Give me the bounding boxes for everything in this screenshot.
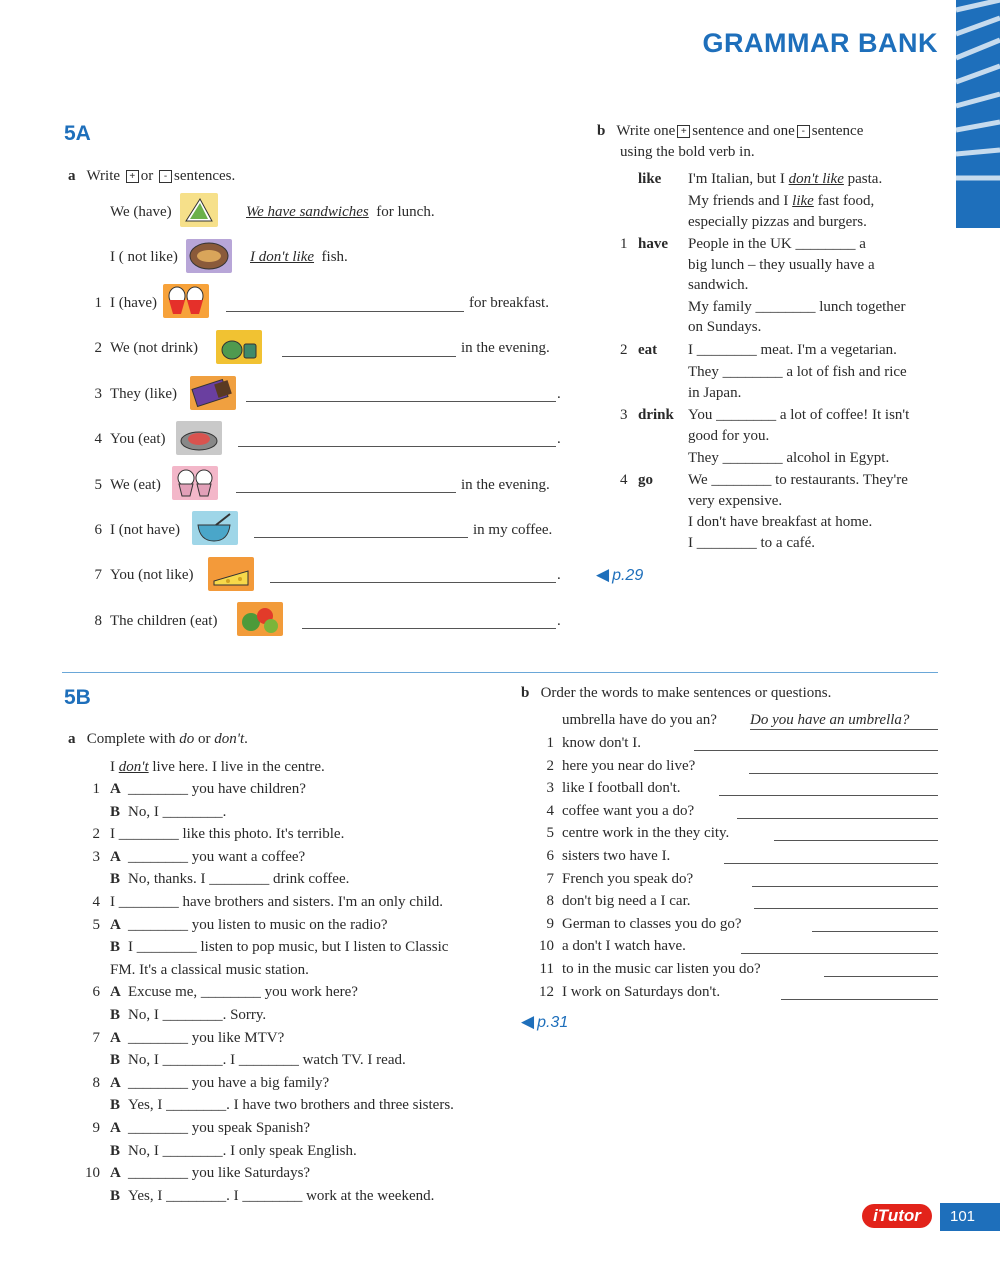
dialog-line[interactable]: ________ you listen to music on the radio? <box>128 916 388 933</box>
item-line[interactable]: People in the UK ________ a <box>688 236 866 252</box>
steak-icon <box>176 421 222 455</box>
dialog-line[interactable]: ________ you have children? <box>128 781 306 797</box>
item-number: 12 <box>539 983 554 1000</box>
section-title-5b: 5B <box>64 686 91 709</box>
item-end: . <box>557 567 561 583</box>
exercise-5a-b-instruction: b Write one + sentence and one - sentence <box>597 123 864 139</box>
speaker-label: B <box>110 1097 121 1114</box>
speaker-label: A <box>110 1120 121 1136</box>
speaker-label: B <box>110 871 121 888</box>
item-line: I don't have breakfast at home. <box>688 514 873 530</box>
dialog-line[interactable]: I ________ have brothers and sisters. I'm an only child. <box>110 894 444 910</box>
item-number: 9 <box>92 1120 100 1136</box>
item-number: 2 <box>94 340 102 356</box>
item-prompt: You (eat) <box>110 431 166 447</box>
item-number: 4 <box>620 472 628 488</box>
scrambled-words: sisters two have I. <box>562 848 671 864</box>
item-number: 1 <box>546 735 554 751</box>
item-number: 7 <box>92 1029 100 1046</box>
answer-line[interactable] <box>270 582 556 583</box>
example-answer: Do you have an umbrella? <box>750 712 938 730</box>
dialog-line[interactable]: ________ you like Saturdays? <box>128 1165 311 1182</box>
example-prompt: I ( not like) <box>110 249 178 265</box>
exercise-5b-b-instruction: b Order the words to make sentences or questions. <box>521 685 832 701</box>
item-number: 6 <box>94 522 102 538</box>
item-number: 7 <box>546 870 554 887</box>
speaker-label: B <box>110 1142 121 1159</box>
dialog-line[interactable]: ________ you have a big family? <box>128 1074 330 1091</box>
back-arrow-icon: ◀ <box>521 1012 535 1031</box>
answer-line[interactable] <box>254 537 468 538</box>
answer-line[interactable] <box>236 492 456 493</box>
back-arrow-icon: ◀ <box>596 565 610 584</box>
item-verb: eat <box>638 342 658 358</box>
sugar-bowl-icon <box>192 511 238 545</box>
cheese-icon <box>208 557 254 591</box>
item-number: 4 <box>94 431 102 447</box>
item-prompt: I (have) <box>110 295 158 311</box>
minus-box: - <box>159 170 172 183</box>
section-title-5a: 5A <box>64 122 91 145</box>
item-prompt: I (not have) <box>110 522 180 538</box>
dialog-line[interactable]: Yes, I ________. I ________ work at the weekend. <box>128 1187 435 1204</box>
speaker-label: A <box>110 781 121 797</box>
item-line: good for you. <box>688 428 770 444</box>
dialog-line[interactable]: ________ you like MTV? <box>128 1029 285 1046</box>
item-prompt: They (like) <box>110 386 178 402</box>
speaker-label: A <box>110 984 121 1001</box>
page-reference-link[interactable]: ◀ p.29 <box>596 565 644 584</box>
item-number: 4 <box>92 894 100 910</box>
dialog-line[interactable]: ________ you want a coffee? <box>128 848 306 865</box>
item-number: 5 <box>546 825 554 842</box>
answer-line[interactable] <box>724 863 938 864</box>
item-end: for breakfast. <box>469 295 549 311</box>
item-verb: go <box>638 472 653 488</box>
answer-line[interactable] <box>282 356 456 357</box>
answer-line[interactable] <box>719 795 938 796</box>
item-number: 10 <box>85 1165 100 1182</box>
dialog-line[interactable]: Excuse me, ________ you work here? <box>128 984 358 1001</box>
item-line: big lunch – they usually have a <box>688 257 875 273</box>
scrambled-words: know don't I. <box>562 735 641 751</box>
item-number: 6 <box>92 984 100 1001</box>
plus-box: + <box>677 125 690 138</box>
exercise-5b-a-instruction: a Complete with do or don't. <box>68 731 248 747</box>
dialog-line[interactable]: I ________ like this photo. It's terrible. <box>110 826 345 843</box>
answer-line[interactable] <box>774 840 938 841</box>
answer-line[interactable] <box>246 401 556 402</box>
page-number: 101 <box>940 1203 1000 1231</box>
item-number: 8 <box>94 613 102 629</box>
speaker-label: A <box>110 1029 121 1046</box>
example-answer: I don't like fish. <box>250 249 348 265</box>
sandwich-icon <box>180 193 218 227</box>
scrambled-words: here you near do live? <box>562 757 696 774</box>
item-number: 3 <box>546 780 554 797</box>
scrambled-words: I work on Saturdays don't. <box>562 983 721 1000</box>
example-answer: We have sandwiches for lunch. <box>246 204 435 220</box>
header-stripe-decoration <box>956 0 1000 228</box>
item-end: in the evening. <box>461 340 550 356</box>
item-number: 5 <box>92 916 100 933</box>
item-verb: have <box>638 236 668 252</box>
answer-line[interactable] <box>749 773 938 774</box>
scrambled-words: German to classes you do go? <box>562 915 742 932</box>
page-title: GRAMMAR BANK <box>702 28 938 58</box>
speaker-label: A <box>110 916 121 933</box>
item-line[interactable]: You ________ a lot of coffee! It isn't <box>688 407 910 423</box>
chocolate-icon <box>190 376 236 410</box>
exercise-5a-b-instruction-line2: using the bold verb in. <box>620 144 755 160</box>
example-sentence: especially pizzas and burgers. <box>688 214 867 230</box>
answer-line[interactable] <box>238 446 556 447</box>
item-number: 8 <box>546 893 554 910</box>
example-sentence: I'm Italian, but I don't like pasta. <box>688 171 883 187</box>
item-number: 4 <box>546 802 554 819</box>
item-number: 1 <box>92 781 100 797</box>
item-number: 2 <box>92 826 100 843</box>
item-number: 1 <box>94 295 102 311</box>
answer-line[interactable] <box>754 908 938 909</box>
answer-line[interactable] <box>694 750 938 751</box>
answer-line[interactable] <box>226 311 464 312</box>
scrambled-words: French you speak do? <box>562 870 694 887</box>
speaker-label: B <box>110 1052 121 1069</box>
item-number: 5 <box>94 477 102 493</box>
item-number: 8 <box>92 1074 100 1091</box>
teapot-icon <box>216 330 262 364</box>
page-reference-link[interactable]: ◀ p.31 <box>521 1012 569 1031</box>
dialog-line[interactable]: No, I ________. <box>128 803 227 820</box>
vegetables-icon <box>237 602 283 636</box>
answer-line[interactable] <box>737 818 938 819</box>
dialog-line[interactable]: I ________ listen to pop music, but I listen to Classic <box>128 939 449 956</box>
item-number: 3 <box>92 848 100 865</box>
answer-line[interactable] <box>812 931 938 932</box>
scrambled-words: to in the music car listen you do? <box>562 961 761 977</box>
itutor-logo[interactable]: iTutor <box>862 1204 932 1228</box>
scrambled-words: a don't I watch have. <box>562 938 686 955</box>
item-prompt: You (not like) <box>110 567 194 583</box>
speaker-label: A <box>110 1165 121 1182</box>
example-sentence: My friends and I like fast food, <box>688 193 875 209</box>
dialog-line[interactable]: FM. It's a classical music station. <box>110 961 309 978</box>
plus-box: + <box>126 170 139 183</box>
item-line[interactable]: I ________ meat. I'm a vegetarian. <box>688 342 897 358</box>
answer-line[interactable] <box>741 953 938 954</box>
exercise-5a-a-instruction: a Write + or - sentences. <box>68 168 236 184</box>
item-prompt: The children (eat) <box>110 613 218 629</box>
dialog-line[interactable]: No, I ________. Sorry. <box>128 1007 267 1023</box>
speaker-label: B <box>110 1187 121 1204</box>
answer-line[interactable] <box>824 976 938 977</box>
item-end: . <box>557 431 561 447</box>
cupcakes-icon <box>172 466 218 500</box>
dialog-line[interactable]: Yes, I ________. I have two brothers and three sisters. <box>128 1097 454 1114</box>
example-sentence: I don't live here. I live in the centre. <box>110 759 325 775</box>
item-line[interactable]: I ________ to a café. <box>688 535 816 551</box>
answer-line[interactable] <box>781 999 938 1000</box>
item-line[interactable]: My family ________ lunch together <box>688 299 906 315</box>
scrambled-words: don't big need a I car. <box>562 893 691 910</box>
item-number: 7 <box>94 567 102 583</box>
item-line: on Sundays. <box>688 319 762 335</box>
item-verb: drink <box>638 407 674 423</box>
speaker-label: B <box>110 1007 121 1023</box>
scrambled-words: like I football don't. <box>562 780 681 797</box>
answer-line[interactable] <box>302 628 556 629</box>
item-number: 9 <box>546 915 554 932</box>
item-number: 11 <box>539 961 554 977</box>
item-line: in Japan. <box>688 385 742 401</box>
scrambled-words: coffee want you a do? <box>562 802 695 819</box>
dialog-line[interactable]: No, I ________. I ________ watch TV. I read. <box>128 1052 406 1069</box>
section-divider <box>62 672 938 673</box>
item-prompt: We (eat) <box>110 477 161 493</box>
example-words: umbrella have do you an? <box>562 712 717 728</box>
item-number: 2 <box>620 342 628 358</box>
item-end: . <box>557 386 561 402</box>
example-verb: like <box>638 171 662 187</box>
dialog-line[interactable]: No, thanks. I ________ drink coffee. <box>128 871 350 888</box>
item-end: in my coffee. <box>473 522 553 538</box>
item-line: very expensive. <box>688 493 783 509</box>
eggs-icon <box>163 284 209 318</box>
item-line: sandwich. <box>688 277 749 293</box>
item-line[interactable]: They ________ a lot of fish and rice <box>688 364 907 380</box>
item-end: . <box>557 613 561 629</box>
item-number: 3 <box>620 407 628 423</box>
item-line[interactable]: We ________ to restaurants. They're <box>688 472 908 488</box>
item-line[interactable]: They ________ alcohol in Egypt. <box>688 450 890 466</box>
speaker-label: B <box>110 939 121 956</box>
speaker-label: A <box>110 848 121 865</box>
minus-box: - <box>797 125 810 138</box>
fish-plate-icon <box>186 239 232 273</box>
item-number: 3 <box>94 386 102 402</box>
speaker-label: A <box>110 1074 121 1091</box>
item-prompt: We (not drink) <box>110 340 198 356</box>
answer-line[interactable] <box>752 886 938 887</box>
item-number: 2 <box>546 757 554 774</box>
scrambled-words: centre work in the they city. <box>562 825 730 842</box>
dialog-line[interactable]: No, I ________. I only speak English. <box>128 1142 357 1159</box>
dialog-line[interactable]: ________ you speak Spanish? <box>128 1120 311 1136</box>
example-prompt: We (have) <box>110 204 172 220</box>
speaker-label: B <box>110 803 121 820</box>
item-number: 1 <box>620 236 628 252</box>
item-number: 6 <box>546 848 554 864</box>
item-end: in the evening. <box>461 477 550 493</box>
item-number: 10 <box>539 938 554 955</box>
